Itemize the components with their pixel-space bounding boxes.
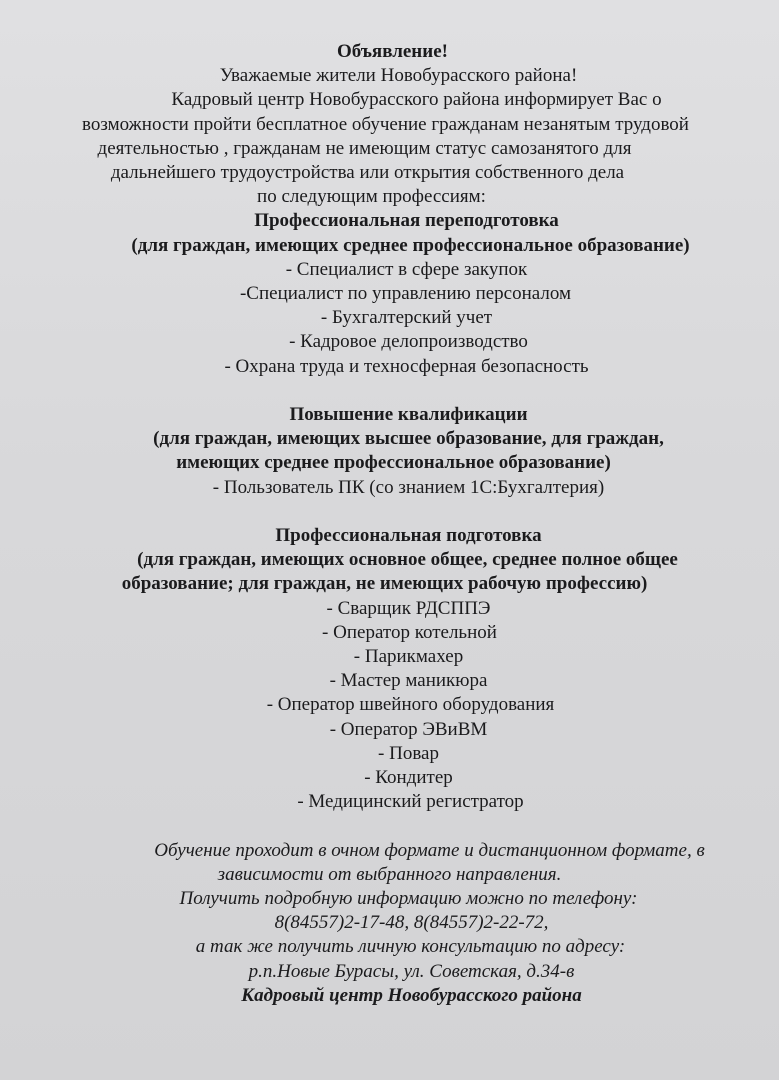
training-item: - Парикмахер [353, 646, 464, 668]
format-line: Обучение проходит в очном формате и дистанционном формате, в [154, 839, 705, 861]
training-item: - Сварщик РДСППЭ [326, 597, 491, 619]
phone-numbers: 8(84557)2-17-48, 8(84557)2-22-72, [274, 912, 549, 934]
consultation-intro: а так же получить личную консультацию по адресу: [195, 936, 626, 958]
signature: Кадровый центр Новобурасского района [241, 984, 582, 1006]
retraining-item: - Специалист в сфере закупок [285, 258, 528, 280]
retraining-item: - Охрана труда и техносферная безопасность [224, 355, 589, 377]
address: р.п.Новые Бурасы, ул. Советская, д.34-в [248, 960, 575, 982]
intro-line: дальнейшего трудоустройства или открытия собственного дела [110, 162, 625, 184]
qualification-item: - Пользователь ПК (со знанием 1С:Бухгалтерия) [212, 476, 605, 498]
qualification-title: Повышение квалификации [289, 404, 528, 426]
phone-intro: Получить подробную информацию можно по телефону: [179, 888, 638, 910]
announcement-text [0, 40, 779, 1008]
retraining-title: Профессиональная переподготовка [254, 210, 559, 232]
intro-line: возможности пройти бесплатное обучение гражданам незанятым трудовой [82, 113, 689, 135]
retraining-item: -Специалист по управлению персоналом [239, 283, 572, 305]
training-item: - Оператор швейного оборудования [266, 694, 555, 716]
training-item: - Медицинский регистратор [297, 791, 524, 813]
format-line: зависимости от выбранного направления. [217, 863, 562, 885]
announcement-heading: Объявление! [337, 41, 448, 62]
training-subtitle: (для граждан, имеющих основное общее, среднее полное общее [137, 549, 678, 571]
training-subtitle: образование; для граждан, не имеющих рабочую профессию) [121, 573, 648, 595]
section-spacer [0, 814, 779, 838]
retraining-item: - Кадровое делопроизводство [289, 331, 528, 353]
qualification-subtitle: (для граждан, имеющих высшее образование, для граждан, [153, 428, 664, 450]
retraining-subtitle: (для граждан, имеющих среднее профессиональное образование) [131, 234, 690, 256]
section-spacer [0, 500, 779, 524]
qualification-subtitle: имеющих среднее профессиональное образование) [176, 452, 611, 474]
retraining-item: - Бухгалтерский учет [320, 307, 493, 329]
greeting: Уважаемые жители Новобурасского района! [219, 65, 578, 87]
intro-line: деятельностью , гражданам не имеющим статус самозанятого для [97, 137, 632, 159]
training-item: - Кондитер [364, 767, 453, 789]
training-item: - Оператор ЭВиВМ [329, 718, 488, 740]
intro-line: по следующим профессиям: [257, 186, 486, 208]
section-spacer [0, 379, 779, 403]
training-item: - Мастер маникюра [329, 670, 488, 692]
training-item: - Оператор котельной [322, 621, 497, 643]
training-item: - Повар [378, 742, 439, 764]
intro-line: Кадровый центр Новобурасского района информирует Вас о [171, 89, 662, 111]
training-title: Профессиональная подготовка [275, 525, 542, 547]
